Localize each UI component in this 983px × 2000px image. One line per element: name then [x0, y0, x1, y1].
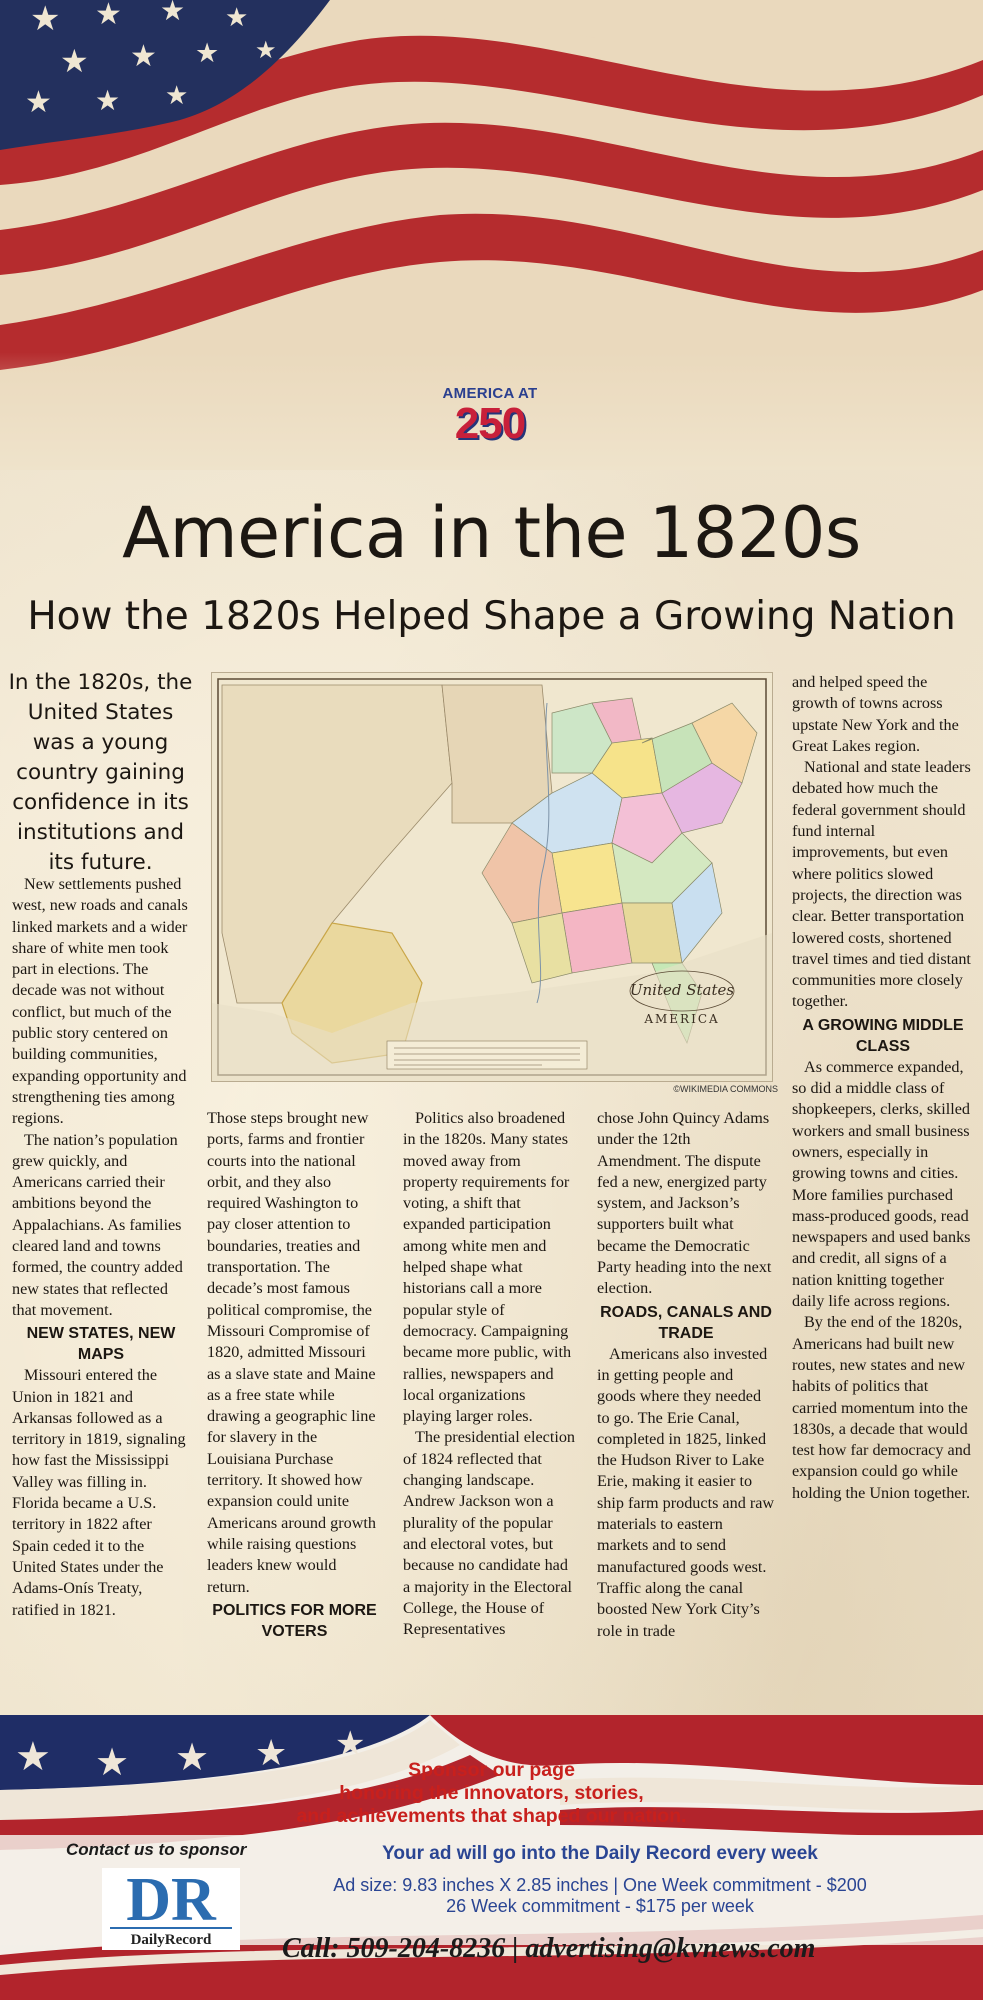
- svg-text:★: ★: [335, 1724, 366, 1764]
- dr-logo-name: DailyRecord: [130, 1932, 212, 1948]
- map-cartouche-subtitle: AMERICA: [644, 1012, 720, 1026]
- paragraph: The nation’s population grew quickly, and Americans carried their ambitions beyond the Appalachians. As families cleared land and towns formed, the country added new states that reflected that movement.: [12, 1130, 183, 1319]
- section-heading: NEW STATES, NEW MAPS: [26, 1325, 176, 1364]
- sponsor-line-1: Sponsor our page: [408, 1759, 575, 1781]
- paragraph: chose John Quincy Adams under the 12th Amendment. The dispute fed a new, energized party system, and Jackson’s supporters built what became the Democratic Party heading into the next election.: [597, 1109, 772, 1298]
- dr-logo-letters: DR: [126, 1868, 216, 1934]
- sponsor-line-2: honoring the innovators, stories,: [339, 1782, 644, 1804]
- america-at-250-logo: [440, 385, 540, 446]
- sponsor-headline: [180, 1759, 803, 1828]
- logo-top-text: AMERICA AT: [442, 385, 538, 402]
- map-image: [211, 672, 773, 1082]
- paragraph: and helped speed the growth of towns across upstate New York and the Great Lakes region.: [792, 673, 959, 755]
- ad-size-line-2: 26 Week commitment - $175 per week: [446, 1896, 754, 1916]
- section-heading: ROADS, CANALS AND TRADE: [600, 1303, 772, 1342]
- article-column-5: [792, 672, 974, 1504]
- article-column-2: [207, 1108, 382, 1642]
- contact-label: Contact us to sponsor: [66, 1840, 247, 1859]
- sponsor-line-3: and achievements that shaped our nation.: [296, 1805, 687, 1827]
- paragraph: By the end of the 1820s, Americans had built new routes, new states and new habits of politics that carried momentum into the 1830s, a decade that would test how far democracy and expansion could go while holding the Union together.: [792, 1313, 971, 1502]
- svg-text:★: ★: [175, 1735, 210, 1779]
- page-subtitle: How the 1820s Helped Shape a Growing Nation: [27, 594, 956, 639]
- paragraph: The presidential election of 1824 reflected that changing landscape. Andrew Jackson won a plurality of the popular and electoral votes, but because no candidate had a majority in the Electoral College, the House of Representatives: [403, 1428, 576, 1639]
- daily-record-logo: [102, 1868, 240, 1950]
- ad-size-info: [260, 1875, 940, 1917]
- call-contact-line: Call: 509-204-8236 | advertising@kvnews.com: [282, 1933, 816, 1964]
- svg-text:★: ★: [95, 1740, 130, 1784]
- svg-text:★: ★: [15, 1734, 51, 1780]
- paragraph: Those steps brought new ports, farms and frontier courts into the national orbit, and they also required Washington to pay closer attention to boundaries, treaties and transportation. The decade’s most famous political compromise, the Missouri Compromise of 1820, admitted Missouri as a slave state and Maine as a free state while drawing a geographic line for slavery in the Louisiana Purchase territory. It showed how expansion could unite Americans around growth while raising questions leaders knew would return.: [207, 1109, 377, 1596]
- paragraph: Americans also invested in getting people and goods where they needed to go. The Erie Canal, completed in 1825, linked the Hudson River to Lake Erie, making it easier to ship farm products and raw materials to eastern markets and to send manufactured goods west. Traffic along the canal boosted New York City’s role in trade: [597, 1344, 775, 1640]
- lede-paragraph: In the 1820s, the United States was a young country gaining confidence in its institutions and its future.: [8, 670, 193, 875]
- photo-credit: ©WIKIMEDIA COMMONS: [673, 1084, 778, 1094]
- paragraph: National and state leaders debated how much the federal government should fund internal improvements, but even where politics slowed projects, the direction was clear. Better transportation lowered costs, shortened travel times and tied distant communities more closely together.: [792, 758, 971, 1011]
- article-column-1: [12, 874, 190, 1621]
- paragraph: Politics also broadened in the 1820s. Many states moved away from property requirements for voting, a shift that expanded participation among white men and helped shape what historians call a more popular style of democracy. Campaigning became more public, with rallies, newspapers and local organizations playing larger roles.: [403, 1109, 572, 1426]
- logo-number: 250: [454, 399, 526, 448]
- paragraph: As commerce expanded, so did a middle class of shopkeepers, clerks, skilled workers and small business owners, especially in growing towns and cities. More families purchased mass-produced goods, read newspapers and used banks and credit, all signs of a nation knitting together daily life across regions.: [792, 1057, 971, 1311]
- map-cartouche-title: United States: [629, 981, 735, 999]
- ad-size-line-1: Ad size: 9.83 inches X 2.85 inches | One Week commitment - $200: [333, 1875, 867, 1895]
- article-column-3: [403, 1108, 578, 1640]
- weekly-note: Your ad will go into the Daily Record every week: [382, 1843, 818, 1864]
- section-heading: A GROWING MIDDLE CLASS: [802, 1016, 964, 1055]
- page-title: America in the 1820s: [122, 492, 861, 574]
- paragraph: Missouri entered the Union in 1821 and Arkansas followed as a territory in 1819, signaling how fast the Mississippi Valley was filling in. Florida became a U.S. territory in 1822 after Spain ceded it to the United States under the Adams-Onís Treaty, ratified in 1821.: [12, 1366, 186, 1619]
- section-heading: POLITICS FOR MORE VOTERS: [212, 1601, 377, 1640]
- paragraph: New settlements pushed west, new roads and canals linked markets and a wider share of white men took part in elections. The decade was not without conflict, but much of the public story centered on building communities, expanding opportunity and strengthening ties among regions.: [12, 875, 188, 1128]
- article-column-4: [597, 1108, 775, 1642]
- svg-text:★: ★: [255, 1733, 288, 1774]
